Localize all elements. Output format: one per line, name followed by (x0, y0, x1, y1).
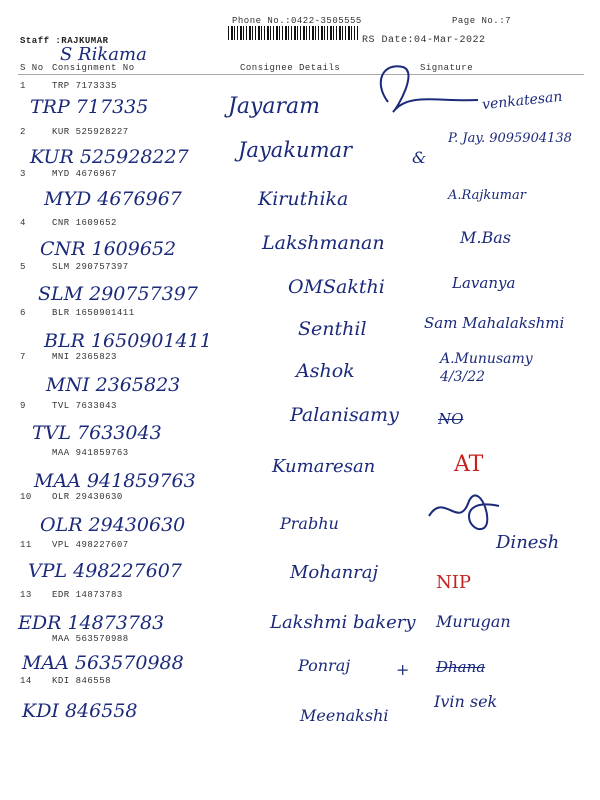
row-signature: NO (438, 410, 464, 428)
row-sno: 9 (20, 401, 26, 411)
row-signature: M.Bas (460, 228, 511, 247)
row-sno: 10 (20, 492, 32, 502)
row-sno: 5 (20, 262, 26, 272)
row-printed-consignment: KDI 846558 (52, 676, 112, 686)
row-signature: A.Munusamy 4/3/22 (440, 351, 533, 385)
row-signature: Murugan (436, 612, 511, 631)
row-signature: Dinesh (496, 532, 560, 553)
row-printed-consignment: VPL 498227607 (52, 540, 129, 550)
row-signature: AT (454, 452, 484, 477)
row-consignee-name: Palanisamy (290, 404, 399, 426)
header-rule (18, 74, 584, 75)
row-handwritten-consignment: TVL 7633043 (32, 422, 162, 444)
row-sno: 2 (20, 127, 26, 137)
column-consignment: Consignment No (52, 63, 135, 73)
row-sno: 11 (20, 540, 32, 550)
row-printed-consignment: CNR 1609652 (52, 218, 117, 228)
row-handwritten-consignment: MAA 563570988 (22, 652, 184, 674)
signature-scribble (368, 62, 468, 122)
row-handwritten-consignment: EDR 14873783 (18, 612, 165, 634)
row-handwritten-consignment: OLR 29430630 (40, 514, 186, 536)
signature-scribble (424, 486, 504, 536)
page-number: Page No.:7 (452, 16, 512, 26)
row-consignee-name: Senthil (298, 318, 367, 340)
row-consignee-name: Ashok (296, 360, 355, 382)
row-handwritten-consignment: MAA 941859763 (34, 470, 196, 492)
staff-name: Staff :RAJKUMAR (20, 36, 109, 46)
barcode (228, 26, 358, 40)
row-consignee-name: Lakshmanan (262, 232, 385, 254)
row-ampersand: & (412, 148, 427, 167)
phone-number: Phone No.:0422-3505555 (232, 16, 362, 26)
row-printed-consignment: MAA 941859763 (52, 448, 129, 458)
row-signature: A.Rajkumar (448, 188, 526, 203)
row-consignee-name: OMSakthi (288, 276, 385, 298)
row-printed-consignment: KUR 525928227 (52, 127, 129, 137)
row-printed-consignment: MNI 2365823 (52, 352, 117, 362)
row-printed-consignment: OLR 29430630 (52, 492, 123, 502)
row-consignee-name: Jayaram (228, 94, 320, 119)
row-sno: 7 (20, 352, 26, 362)
row-handwritten-consignment: KUR 525928227 (30, 146, 189, 168)
row-handwritten-consignment: MNI 2365823 (46, 374, 181, 396)
row-handwritten-consignment: VPL 498227607 (28, 560, 182, 582)
row-signature: venkatesan (481, 88, 564, 114)
row-consignee-name: Kiruthika (258, 188, 349, 210)
row-consignee-name: Ponraj (298, 656, 351, 675)
row-signature: Sam Mahalakshmi (424, 314, 565, 332)
row-signature: Ivin sek (434, 692, 498, 711)
row-consignee-name: Jayakumar (238, 138, 353, 162)
row-signature: Lavanya (452, 274, 516, 292)
column-signature: Signature (420, 63, 474, 73)
row-printed-consignment: SLM 290757397 (52, 262, 129, 272)
row-sno: 13 (20, 590, 32, 600)
row-handwritten-consignment: CNR 1609652 (40, 238, 177, 260)
row-signature: P. Jay. 9095904138 (448, 131, 572, 146)
row-signature: NIP (436, 572, 471, 593)
staff-handwritten-name: S Rikama (60, 44, 147, 65)
row-consignee-name: Meenakshi (300, 706, 389, 725)
rs-date: RS Date:04-Mar-2022 (362, 35, 486, 46)
row-printed-consignment: MYD 4676967 (52, 169, 117, 179)
row-sno: 6 (20, 308, 26, 318)
row-handwritten-consignment: TRP 717335 (30, 96, 149, 118)
row-signature: Dhana (436, 658, 486, 676)
row-consignee-name: Kumaresan (272, 456, 376, 477)
row-consignee-name: Prabhu (280, 514, 339, 533)
row-printed-consignment: TVL 7633043 (52, 401, 117, 411)
row-consignee-name: Mohanraj (290, 562, 379, 583)
row-sno: 3 (20, 169, 26, 179)
row-consignee-name: Lakshmi bakery (270, 612, 416, 633)
column-consignee: Consignee Details (240, 63, 341, 73)
row-handwritten-consignment: BLR 1650901411 (44, 330, 212, 352)
row-sno: 1 (20, 81, 26, 91)
row-handwritten-consignment: KDI 846558 (22, 700, 138, 722)
row-plus-mark: + (396, 660, 410, 679)
row-printed-consignment: MAA 563570988 (52, 634, 129, 644)
row-sno: 14 (20, 676, 32, 686)
column-sno: S No (20, 63, 44, 73)
row-printed-consignment: EDR 14873783 (52, 590, 123, 600)
row-handwritten-consignment: MYD 4676967 (44, 188, 182, 210)
row-handwritten-consignment: SLM 290757397 (38, 283, 198, 305)
row-printed-consignment: BLR 1650901411 (52, 308, 135, 318)
row-printed-consignment: TRP 7173335 (52, 81, 117, 91)
row-sno: 4 (20, 218, 26, 228)
